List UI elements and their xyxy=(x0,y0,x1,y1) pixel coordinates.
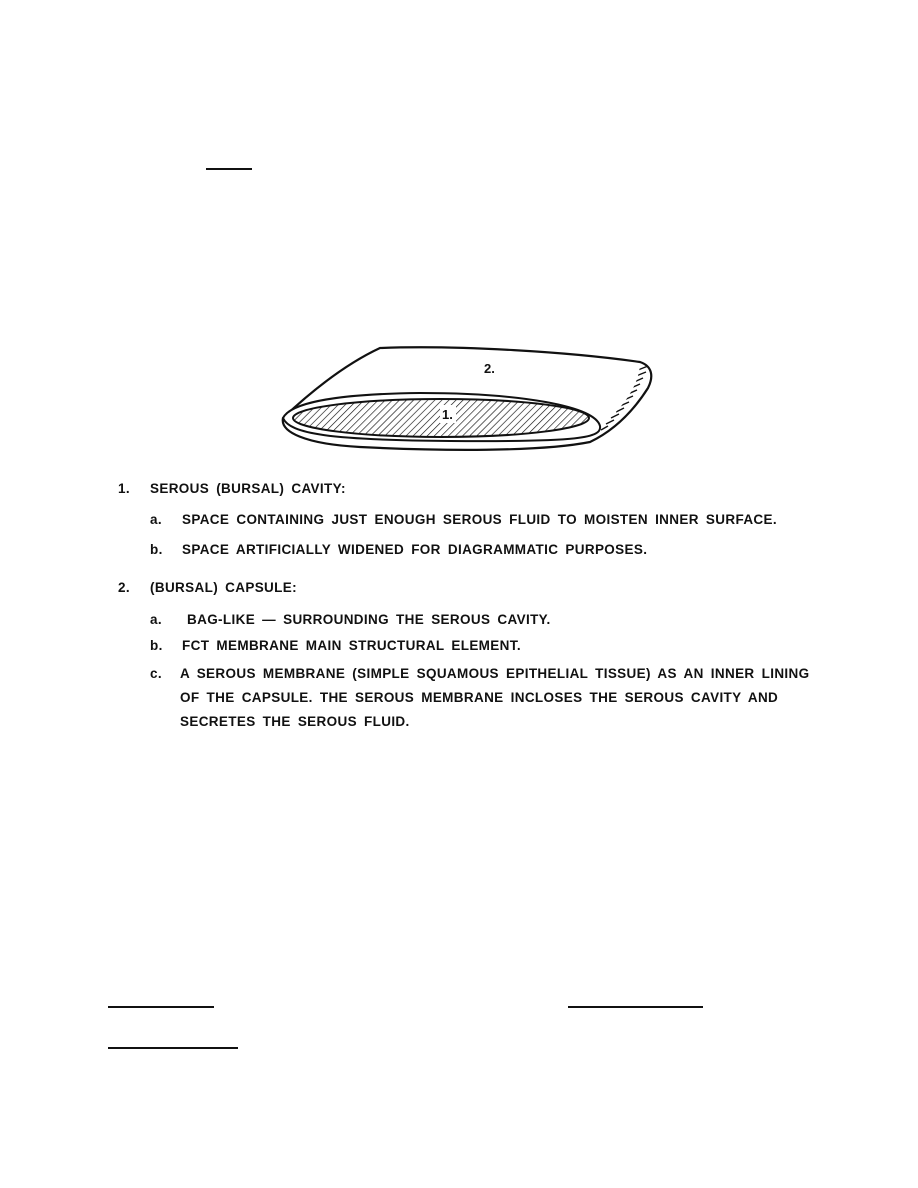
bottom-right-blank-line xyxy=(568,1006,703,1008)
capsule-label: 2. xyxy=(484,361,495,376)
legend-item-1-number: 1. xyxy=(118,481,130,496)
legend-item-1b-text: SPACE ARTIFICIALLY WIDENED FOR DIAGRAMMATIC PURPOSES. xyxy=(182,542,648,557)
cavity-label: 1. xyxy=(442,407,453,422)
bursa-diagram xyxy=(0,0,918,470)
legend-item-2a-text: BAG-LIKE — SURROUNDING THE SEROUS CAVITY. xyxy=(187,612,551,627)
legend-item-1-title: SEROUS (BURSAL) CAVITY: xyxy=(150,481,346,496)
bottom-left-blank-line-1 xyxy=(108,1006,214,1008)
legend-item-2c-line-2: OF THE CAPSULE. THE SEROUS MEMBRANE INCLOSES THE SEROUS CAVITY AND xyxy=(180,690,779,705)
legend-item-2-number: 2. xyxy=(118,580,130,595)
legend-item-2b-letter: b. xyxy=(150,638,163,653)
legend-item-2c-letter: c. xyxy=(150,666,162,681)
bottom-left-blank-line-2 xyxy=(108,1047,238,1049)
legend-item-2c-line-1: A SEROUS MEMBRANE (SIMPLE SQUAMOUS EPITHELIAL TISSUE) AS AN INNER LINING xyxy=(180,666,810,681)
legend-item-2a-letter: a. xyxy=(150,612,162,627)
legend-item-2b-text: FCT MEMBRANE MAIN STRUCTURAL ELEMENT. xyxy=(182,638,521,653)
legend-item-2-title: (BURSAL) CAPSULE: xyxy=(150,580,297,595)
legend-item-1a-letter: a. xyxy=(150,512,162,527)
legend-item-1b-letter: b. xyxy=(150,542,163,557)
legend-item-2c-line-3: SECRETES THE SEROUS FLUID. xyxy=(180,714,410,729)
legend-item-1a-text: SPACE CONTAINING JUST ENOUGH SEROUS FLUID TO MOISTEN INNER SURFACE. xyxy=(182,512,777,527)
